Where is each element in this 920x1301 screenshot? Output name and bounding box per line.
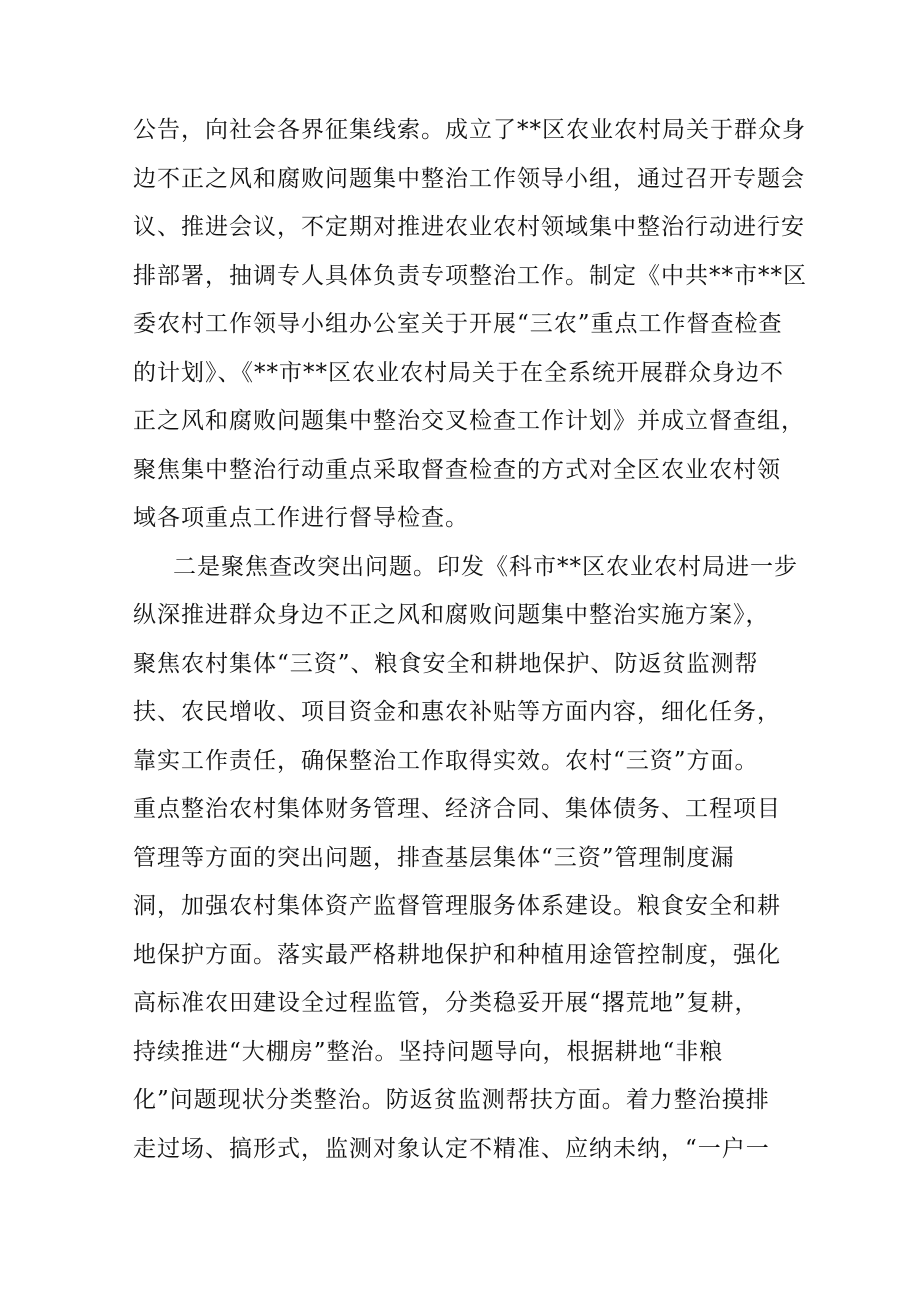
text-line: 二是聚焦查改突出问题。印发《科市**区农业农村局进一步 — [173, 553, 798, 580]
paragraph-1 — [133, 106, 807, 543]
text-line: 扶、农民增收、项目资金和惠农补贴等方面内容，细化任务， — [133, 699, 781, 725]
text-line: 域各项重点工作进行督导检查。 — [133, 505, 469, 531]
text-line: 聚焦集中整治行动重点采取督查检查的方式对全区农业农村领 — [133, 456, 781, 483]
text-line: 排部署，抽调专人具体负责专项整治工作。制定《中共**市**区 — [133, 262, 807, 289]
text-line: 纵深推进群众身边不正之风和腐败问题集中整治实施方案》， — [133, 602, 770, 628]
document-body — [133, 106, 807, 1173]
text-line: 管理等方面的突出问题，排查基层集体“三资”管理制度漏 — [133, 844, 735, 871]
text-line: 靠实工作责任，确保整治工作取得实效。农村“三资”方面。 — [133, 747, 759, 774]
text-line: 高标准农田建设全过程监管，分类稳妥开展“撂荒地”复耕， — [133, 990, 759, 1016]
text-line: 聚焦农村集体“三资”、粮食安全和耕地保护、防返贫监测帮 — [133, 650, 759, 677]
text-line: 委农村工作领导小组办公室关于开展“三农”重点工作督查检查 — [133, 311, 783, 337]
text-line: 走过场、搞形式，监测对象认定不精准、应纳未纳，“一户一 — [133, 1135, 770, 1162]
text-line: 重点整治农村集体财务管理、经济合同、集体债务、工程项目 — [133, 796, 781, 822]
text-line: 化”问题现状分类整治。防返贫监测帮扶方面。着力整治摸排 — [133, 1087, 770, 1113]
text-line: 洞，加强农村集体资产监督管理服务体系建设。粮食安全和耕 — [133, 893, 781, 919]
text-line: 的计划》、《**市**区农业农村局关于在全系统开展群众身边不 — [133, 359, 784, 386]
text-line: 地保护方面。落实最严格耕地保护和种植用途管控制度，强化 — [133, 941, 781, 968]
text-line: 边不正之风和腐败问题集中整治工作领导小组，通过召开专题会 — [133, 165, 805, 192]
paragraph-2 — [133, 543, 798, 1174]
text-line: 持续推进“大棚房”整治。坚持问题导向，根据耕地“非粮 — [133, 1038, 724, 1065]
text-line: 议、推进会议，不定期对推进农业农村领域集中整治行动进行安 — [133, 214, 805, 240]
text-line: 公告，向社会各界征集线索。成立了**区农业农村局关于群众身 — [133, 117, 806, 143]
text-line: 正之风和腐败问题集中整治交叉检查工作计划》并成立督查组， — [133, 408, 805, 434]
